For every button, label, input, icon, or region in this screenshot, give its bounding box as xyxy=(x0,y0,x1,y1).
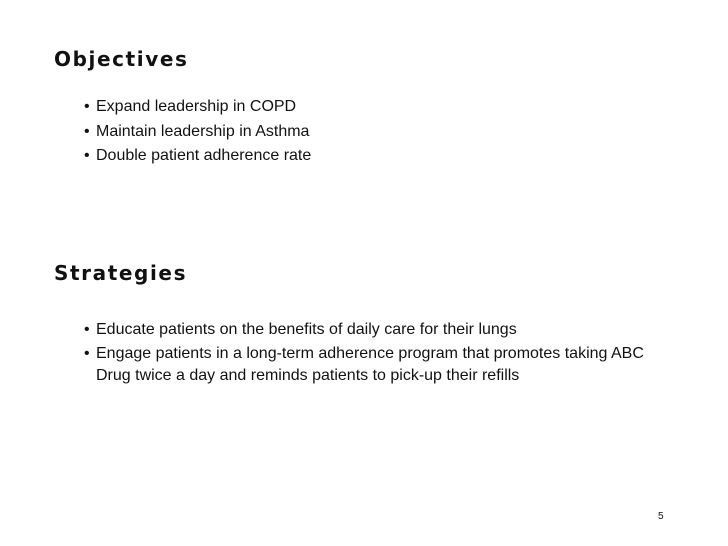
objectives-heading: Objectives xyxy=(54,47,189,71)
list-item xyxy=(84,145,644,167)
list-item xyxy=(84,343,674,387)
strategies-heading: Strategies xyxy=(54,261,188,285)
bullet-icon: • xyxy=(84,98,90,115)
list-item xyxy=(84,96,644,118)
objectives-list xyxy=(84,96,644,170)
bullet-icon: • xyxy=(84,321,90,338)
strategies-list xyxy=(84,319,674,389)
bullet-icon: • xyxy=(84,122,90,140)
list-item-text: Maintain leadership in Asthma xyxy=(96,122,310,140)
list-item-text: Double patient adherence rate xyxy=(96,147,312,164)
list-item xyxy=(84,319,674,341)
bullet-icon: • xyxy=(84,345,90,362)
list-item xyxy=(84,121,644,143)
page-number: 5 xyxy=(658,511,664,522)
list-item-text: Educate patients on the benefits of daily care for their lungs xyxy=(96,321,517,338)
list-item-text: Engage patients in a long-term adherence program that promotes taking ABC Drug twice a day and reminds patients to pick-up their refills xyxy=(96,345,644,384)
list-item-text: Expand leadership in COPD xyxy=(96,98,297,115)
bullet-icon: • xyxy=(84,147,90,164)
